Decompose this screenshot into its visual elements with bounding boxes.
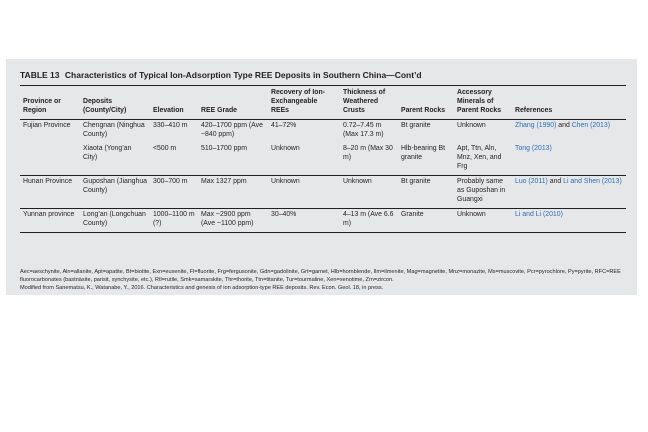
thickness-cell: 4–13 m (Ave 6.6 m) (340, 208, 398, 232)
thickness-cell: 8–20 m (Max 30 m) (343, 144, 393, 161)
table-row (20, 143, 626, 175)
grade-cell: 420–1700 ppm (Ave ~840 ppm) (201, 121, 263, 138)
table-caption: Characteristics of Typical Ion-Adsorption Type REE Deposits in Southern China—Cont’d (64, 70, 422, 80)
table-row (20, 119, 626, 142)
region-cell: Yunnan province (20, 208, 80, 232)
reference-cell (512, 208, 626, 232)
source-note: Modified from Sanematsu, K., Watanabe, Y., 2016. Characteristics and genesis of ion adsorption-type REE deposits. Rev. Econ. Geol. 18, in press. (20, 285, 384, 292)
recovery-cell: 30–40% (268, 208, 340, 232)
elevation-cell: 330–410 m (153, 121, 188, 129)
header-row (20, 86, 626, 120)
col-header: Recovery of Ion-Exchangeable REEs (268, 86, 340, 120)
col-header: References (512, 86, 626, 120)
recovery-cell: Unknown (268, 175, 340, 208)
deposit-cell: Guposhan (Jianghua County) (80, 175, 150, 208)
elevation-cell: 1000–1100 m (?) (150, 208, 198, 232)
table-footnotes (20, 268, 628, 292)
table-label: TABLE 13 (20, 70, 60, 80)
deposits-table (20, 85, 626, 233)
accessory-cell: Unknown (457, 121, 486, 129)
accessory-cell: Unknown (454, 208, 512, 232)
deposit-cell: Xiaota (Yong’an City) (83, 144, 132, 161)
recovery-cell: Unknown (271, 144, 300, 152)
reference-cell (512, 143, 626, 175)
region-cell: Fujian Province (23, 121, 71, 129)
reference-link[interactable]: Luo (2011) (515, 177, 548, 185)
col-header: Elevation (150, 86, 198, 120)
reference-sep: and (556, 121, 572, 129)
col-header: REE Grade (198, 86, 268, 120)
thickness-cell: 0.72–7.45 m (Max 17.3 m) (343, 121, 384, 138)
accessory-cell: Apt, Ttn, Aln, Mnz, Xen, and Frg (457, 144, 502, 170)
accessory-cell: Probably same as Guposhan in Guangxi (454, 175, 512, 208)
abbreviation-note: Aec=aeschynite, Aln=allanite, Apt=apatite, Bt=biotite, Exn=euxenite, Fl=fluorite, Frg=fergusonite, Gdn=gadolinite, Grt=garnet, Hlb=hornblende, Ilm=ilmenite, Mag=magnetite, Mnz=monazite, Ms=muscovite, Pcr=pyrochlore, Py=pyrite, RFC=REE fluorocarbonates (bastnäsite, parisit, synchysite, etc.), Rtl=rutile, Smk=samarskite, Thr=thorite, Ttn=titanite, Tur=tourmaline, Xen=xenotime, Zrn=zircon. (20, 269, 621, 284)
parent-rock-cell: Bt granite (398, 175, 454, 208)
table-row (20, 175, 626, 208)
grade-cell: Max 1327 ppm (198, 175, 268, 208)
parent-rock-cell: Granite (398, 208, 454, 232)
region-cell (20, 143, 80, 175)
col-header: Province or Region (20, 86, 80, 120)
parent-rock-cell: Hlb-bearing Bt granite (401, 144, 446, 161)
reference-sep: and (547, 177, 564, 185)
grade-cell: 510–1700 ppm (201, 144, 247, 152)
grade-cell: Max ~2900 ppm (Ave ~1100 ppm) (198, 208, 268, 232)
thickness-cell: Unknown (340, 175, 398, 208)
deposit-cell: Long’an (Longchuan County) (80, 208, 150, 232)
col-header: Parent Rocks (398, 86, 454, 120)
deposit-cell: Chengnan (Ninghua County) (83, 121, 145, 138)
col-header: Accessory Minerals of Parent Rocks (454, 86, 512, 120)
reference-link[interactable]: Li and Li (2010) (515, 210, 563, 218)
reference-link[interactable]: Tong (2013) (515, 144, 552, 152)
table-row (20, 208, 626, 232)
col-header: Thickness of Weathered Crusts (340, 86, 398, 120)
elevation-cell: 300–700 m (150, 175, 198, 208)
reference-link[interactable]: Zhang (1990) (515, 121, 557, 129)
region-cell: Hunan Province (20, 175, 80, 208)
recovery-cell: 41–72% (271, 121, 297, 129)
reference-cell (512, 119, 626, 142)
col-header: Deposits (County/City) (80, 86, 150, 120)
reference-link[interactable]: Li and Shen (2013) (563, 177, 622, 185)
reference-link[interactable]: Chen (2013) (571, 121, 611, 129)
table-title (20, 70, 422, 80)
reference-cell (512, 175, 626, 208)
elevation-cell: <500 m (153, 144, 177, 152)
parent-rock-cell: Bt granite (401, 121, 431, 129)
